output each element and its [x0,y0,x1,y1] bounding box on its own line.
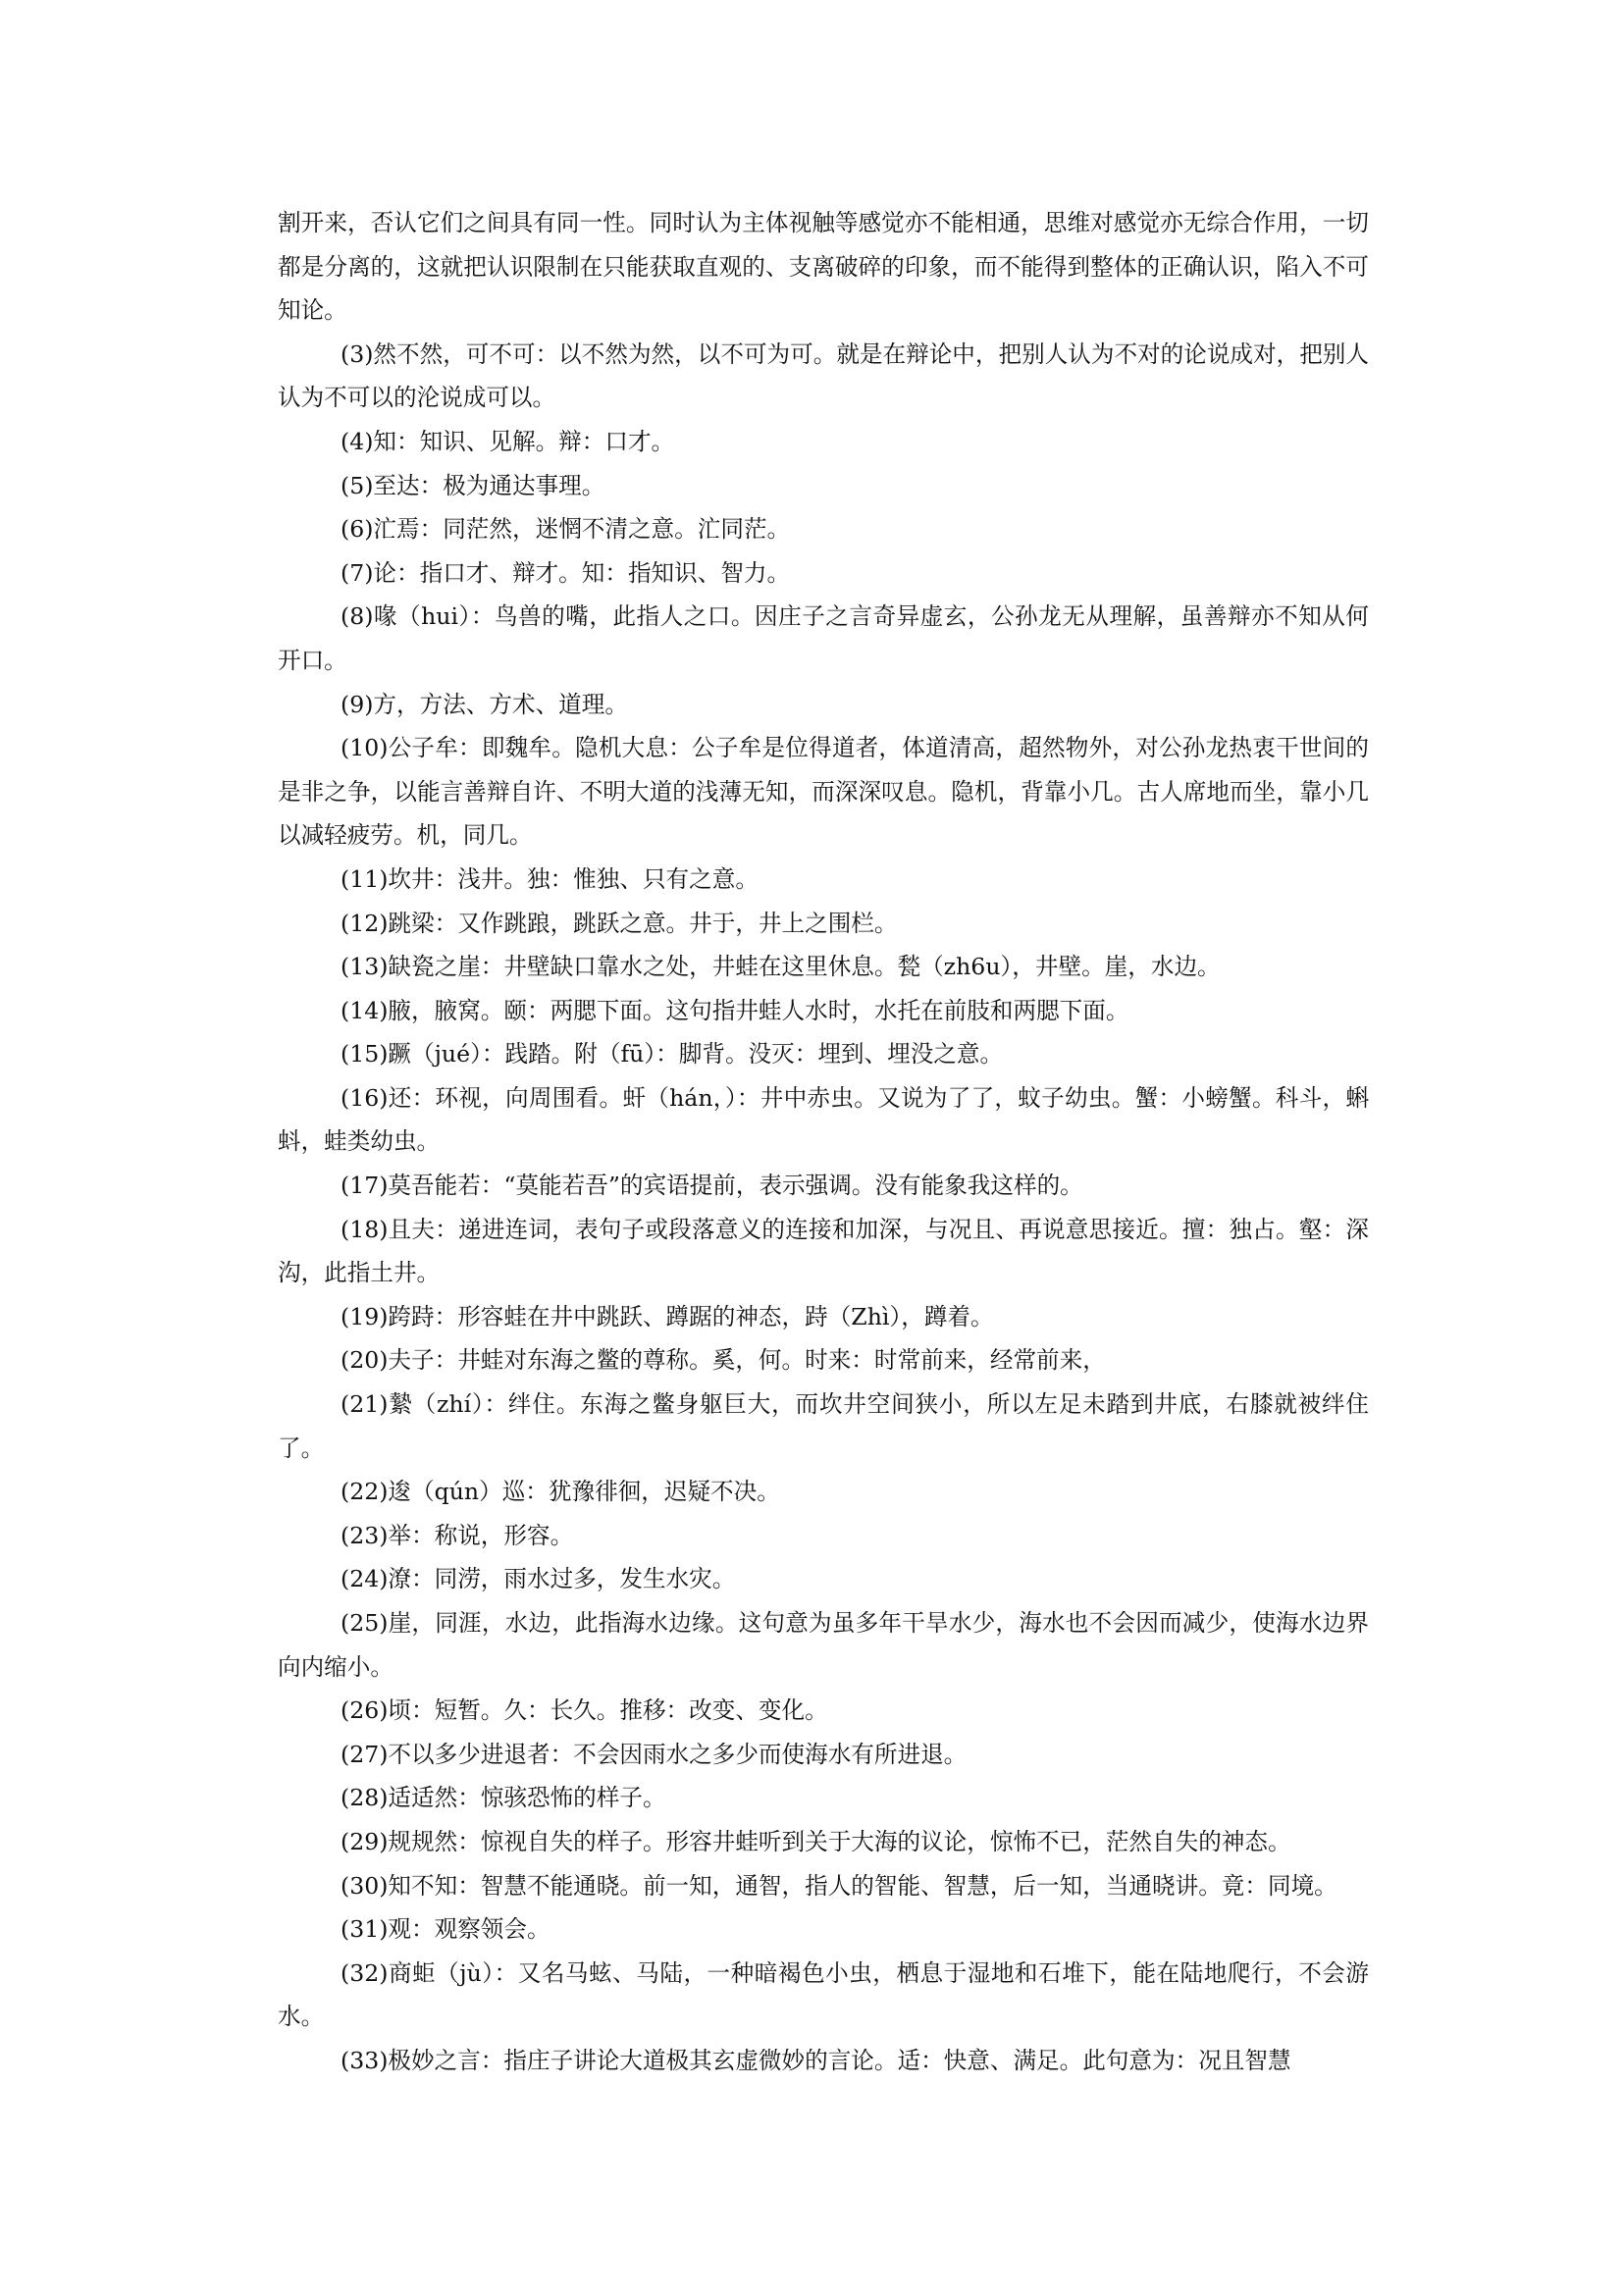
note-17: (17)莫吾能若：“莫能若吾”的宾语提前，表示强调。没有能象我这样的。 [341,1172,1083,1200]
note-26: (26)顷：短暂。久：长久。推移：改变、变化。 [341,1696,828,1725]
note-7: (7)论：指口才、辩才。知：指知识、智力。 [341,558,791,587]
note-8: (8)喙（hui）：鸟兽的嘴，此指人之口。因庄子之言奇异虚玄，公孙龙无从理解，虽善辩亦不知从何开口。 [278,602,1369,674]
note-5: (5)至达：极为通达事理。 [341,471,605,499]
note-3: (3)然不然，可不可：以不然为然，以不可为可。就是在辩论中，把别人认为不对的论说成对，把别人认为不可以的沦说成可以。 [278,339,1369,412]
note-19: (19)跨跱：形容蛙在井中跳跃、蹲踞的神态，跱（Zhì），蹲着。 [341,1302,994,1330]
note-23: (23)举：称说，形容。 [341,1521,574,1549]
note-22: (22)逡（qún）巡：犹豫徘徊，迟疑不决。 [341,1478,780,1506]
note-20: (20)夫子：井蛙对东海之鳖的尊称。奚，何。时来：时常前来，经常前来， [341,1346,1106,1375]
note-29: (29)规规然：惊视自失的样子。形容井蛙听到关于大海的议论，惊怖不已，茫然自失的神态。 [341,1827,1291,1855]
document-body [278,201,1369,2083]
note-16: (16)还：环视，向周围看。虷（hán，）：井中赤虫。又说为了了，蚊子幼虫。蟹：小螃蟹。科斗，蝌蚪，蛙类幼虫。 [278,1083,1369,1156]
note-6: (6)汒焉：同茫然，迷惘不清之意。汒同茫。 [341,515,791,544]
note-30: (30)知不知：智慧不能通晓。前一知，通智，指人的智能、智慧，后一知，当通晓讲。竟：同境。 [341,1871,1337,1900]
continuation-paragraph: 割开来，否认它们之间具有同一性。同时认为主体视触等感觉亦不能相通，思维对感觉亦无综合作用，一切都是分离的，这就把认识限制在只能获取直观的、支离破碎的印象，而不能得到整体的正确认识，陷入不可知论。 [278,209,1369,325]
note-33: (33)极妙之言：指庄子讲论大道极其玄虚微妙的言论。适：快意、满足。此句意为：况且智慧 [341,2046,1291,2074]
note-32: (32)商蚷（jù）：又名马蚿、马陆，一种暗褐色小虫，栖息于湿地和石堆下，能在陆地爬行，不会游水。 [278,1958,1369,2031]
note-15: (15)蹶（jué）：践踏。附（fū）：脚背。没灭：埋到、埋没之意。 [341,1040,1004,1069]
note-11: (11)坎井：浅井。独：惟独、只有之意。 [341,864,759,893]
note-18: (18)且夫：递进连词，表句子或段落意义的连接和加深，与况且、再说意思接近。擅：独占。壑：深沟，此指土井。 [278,1215,1369,1287]
note-12: (12)跳梁：又作跳踉，跳跃之意。井于，井上之围栏。 [341,909,898,937]
note-31: (31)观：观察领会。 [341,1915,550,1944]
note-21: (21)縶（zhí）：绊住。东海之鳖身躯巨大，而坎井空间狭小，所以左足未踏到井底，右膝就被绊住了。 [278,1390,1369,1462]
note-9: (9)方，方法、方术、道理。 [341,690,628,718]
note-24: (24)潦：同涝，雨水过多，发生水灾。 [341,1565,736,1593]
note-13: (13)缺瓷之崖：井壁缺口靠水之处，井蛙在这里休息。甃（zh6u），井壁。崖，水边。 [341,953,1221,981]
note-25: (25)崖，同涯，水边，此指海水边缘。这句意为虽多年干旱水少，海水也不会因而减少，使海水边界向内缩小。 [278,1609,1369,1681]
note-27: (27)不以多少进退者：不会因雨水之多少而使海水有所进退。 [341,1740,968,1768]
note-4: (4)知：知识、见解。辩：口才。 [341,427,675,455]
note-10: (10)公子牟：即魏牟。隐机大息：公子牟是位得道者，体道清高，超然物外，对公孙龙热衷干世间的是非之争，以能言善辩自许、不明大道的浅薄无知，而深深叹息。隐机，背靠小几。古人席地而坐，靠小几以减轻疲劳。机，同几。 [278,734,1369,850]
note-28: (28)适适然：惊骇恐怖的样子。 [341,1784,666,1812]
note-14: (14)腋，腋窝。颐：两腮下面。这句指井蛙人水时，水托在前肢和两腮下面。 [341,996,1129,1024]
